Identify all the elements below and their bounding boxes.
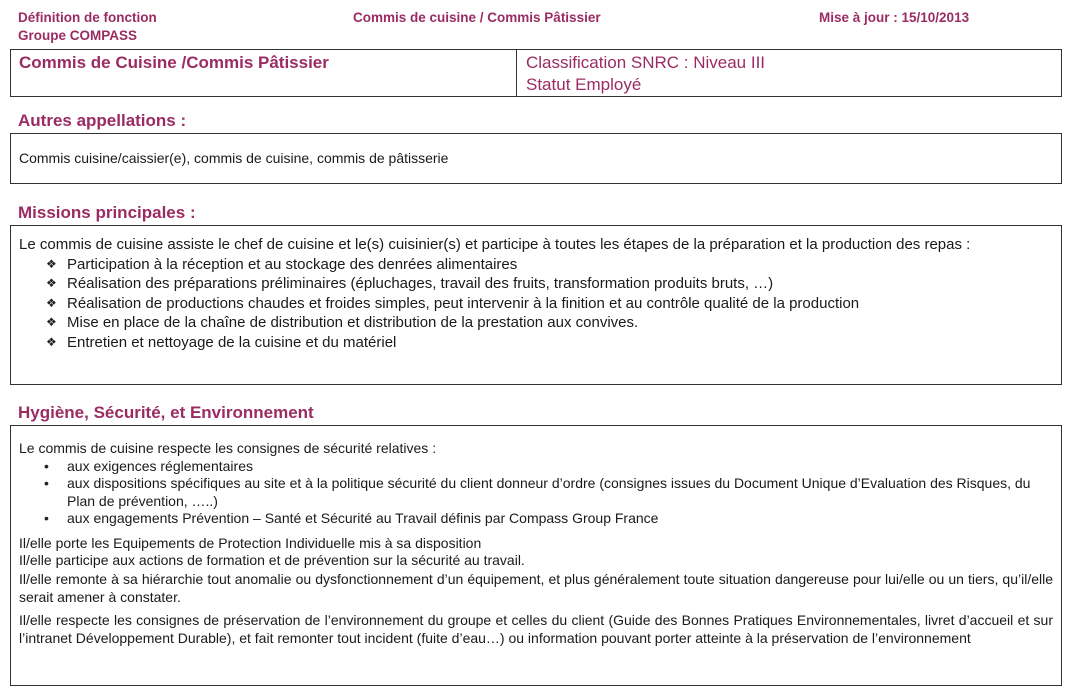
job-title: Commis de Cuisine /Commis Pâtissier xyxy=(11,50,517,96)
hygiene-list xyxy=(19,458,1053,528)
list-item: ❖ Mise en place de la chaîne de distribution et distribution de la prestation aux convives. xyxy=(46,314,639,331)
company-name: Groupe COMPASS xyxy=(18,28,138,43)
hygiene-formation: Il/elle participe aux actions de formation et de prévention sur la sécurité au travail. xyxy=(19,552,525,568)
hygiene-heading: Hygiène, Sécurité, et Environnement xyxy=(18,403,314,422)
autres-text: Commis cuisine/caissier(e), commis de cuisine, commis de pâtisserie xyxy=(19,150,449,166)
classification: Classification SNRC : Niveau III xyxy=(526,53,766,72)
hygiene-environnement: Il/elle respecte les consignes de préservation de l’environnement du groupe et celles du client (Guide des Bonnes Pratiques Environnementales, livret d’accueil et sur l’intranet Développement Durable), et fait remonter tout incident (fuite d’eau…) ou information pouvant porter atteinte à la préservation de l’environnement xyxy=(19,611,1053,646)
hygiene-anomalie: Il/elle remonte à sa hiérarchie tout anomalie ou dysfonctionnement d’un équipement, et plus généralement toute situation dangereuse pour lui/elle ou un tiers, qu’il/elle serait amener à constater. xyxy=(19,570,1053,605)
autres-heading: Autres appellations : xyxy=(18,111,187,130)
diamond-bullet-icon: ❖ xyxy=(46,276,57,290)
dot-bullet-icon: • xyxy=(44,457,49,474)
diamond-bullet-icon: ❖ xyxy=(46,295,57,310)
hygiene-box xyxy=(10,425,1062,686)
list-item: ❖ Réalisation de productions chaudes et froides simples, peut intervenir à la finition et au contrôle qualité de la production xyxy=(46,294,860,312)
header-left xyxy=(18,9,157,45)
list-item: ❖ Réalisation des préparations préliminaires (épluchages, travail des fruits, transformation produits bruts, …) xyxy=(46,275,774,292)
list-item: • aux exigences réglementaires xyxy=(44,457,253,474)
hygiene-epi: Il/elle porte les Equipements de Protection Individuelle mis à sa disposition xyxy=(19,534,482,551)
header-job-title: Commis de cuisine / Commis Pâtissier xyxy=(353,10,601,25)
missions-list xyxy=(19,255,1053,353)
diamond-bullet-icon: ❖ xyxy=(46,334,57,349)
dot-bullet-icon: • xyxy=(44,475,49,491)
diamond-bullet-icon: ❖ xyxy=(46,315,57,329)
title-box xyxy=(10,49,1062,97)
list-item: • aux engagements Prévention – Santé et Sécurité au Travail définis par Compass Group France xyxy=(44,510,659,526)
classification-cell xyxy=(517,50,775,96)
statut: Statut Employé xyxy=(526,75,642,94)
missions-heading: Missions principales : xyxy=(18,203,196,222)
missions-box xyxy=(10,225,1062,385)
hygiene-intro: Le commis de cuisine respecte les consignes de sécurité relatives : xyxy=(19,440,437,456)
doc-type: Définition de fonction xyxy=(18,10,157,25)
diamond-bullet-icon: ❖ xyxy=(46,256,57,271)
header-update-date: Mise à jour : 15/10/2013 xyxy=(819,10,970,25)
list-item: • aux dispositions spécifiques au site et à la politique sécurité du client donneur d’ordre (consignes issues du Document Unique d’Evaluation des Risques, du Plan de prévention, …..) xyxy=(44,475,1031,509)
list-item: ❖ Entretien et nettoyage de la cuisine et du matériel xyxy=(46,333,397,351)
autres-box xyxy=(10,133,1062,184)
list-item: ❖ Participation à la réception et au stockage des denrées alimentaires xyxy=(46,255,518,273)
missions-intro: Le commis de cuisine assiste le chef de cuisine et le(s) cuisinier(s) et participe à toutes les étapes de la préparation et la production des repas : xyxy=(19,236,971,253)
dot-bullet-icon: • xyxy=(44,510,49,526)
